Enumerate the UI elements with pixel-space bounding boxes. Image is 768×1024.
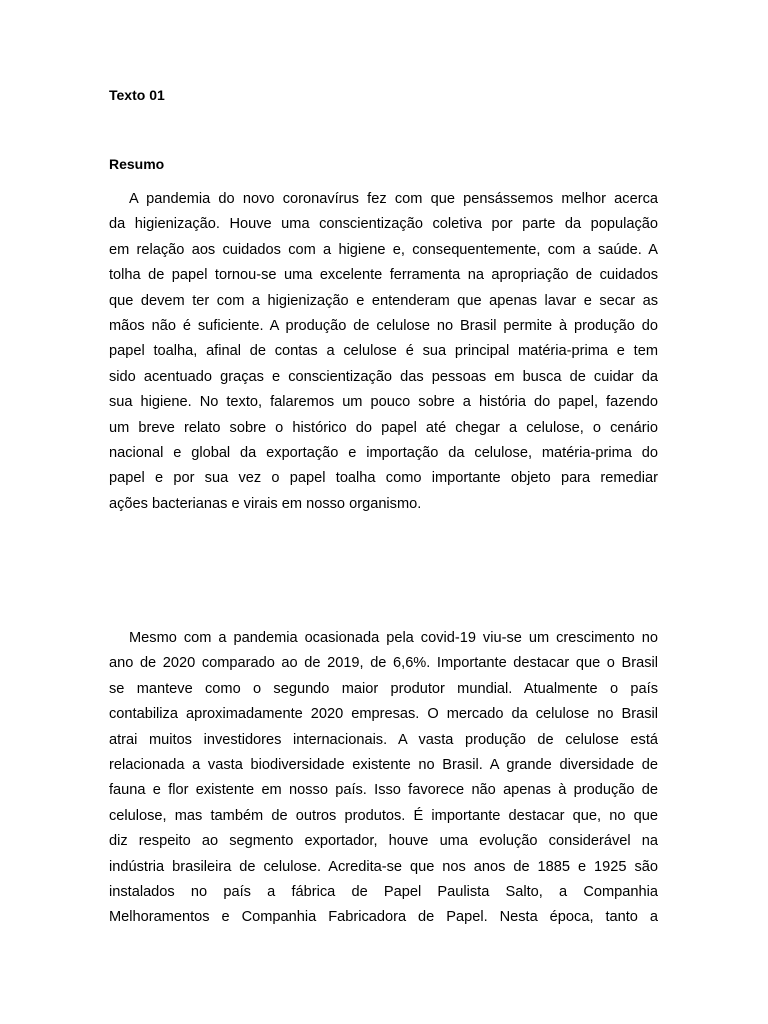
section-heading: Resumo [109,156,165,172]
text-line: se manteve como o segundo maior produtor mundial. Atualmente o país [109,680,658,697]
text-line: ações bacterianas e virais em nosso organismo. [109,495,422,512]
text-line: tolha de papel tornou-se uma excelente ferramenta na apropriação de cuidados [109,267,658,284]
text-line: em relação aos cuidados com a higiene e, consequentemente, com a saúde. A [109,241,658,258]
text-line: diz respeito ao segmento exportador, houve uma evolução considerável na [109,833,658,850]
text-line: da higienização. Houve uma conscientização coletiva por parte da população [109,216,658,233]
text-line: ano de 2020 comparado ao de 2019, de 6,6%. Importante destacar que o Brasil [109,655,658,672]
text-line: papel e por sua vez o papel toalha como importante objeto para remediar [109,470,658,487]
text-line: sua higiene. No texto, falaremos um pouco sobre a história do papel, fazendo [109,394,658,411]
text-line: sido acentuado graças e conscientização das pessoas em busca de cuidar da [109,368,658,385]
text-line: atrai muitos investidores internacionais. A vasta produção de celulose está [109,731,658,748]
text-line: papel toalha, afinal de contas a celulose é sua principal matéria-prima e tem [109,343,658,360]
text-line: Mesmo com a pandemia ocasionada pela covid-19 viu-se um crescimento no [129,630,658,646]
text-line: fauna e flor existente em nosso país. Isso favorece não apenas à produção de [109,782,658,799]
text-line: Melhoramentos e Companhia Fabricadora de Papel. Nesta época, tanto a [109,909,658,926]
text-line: contabiliza aproximadamente 2020 empresas. O mercado da celulose no Brasil [109,706,658,723]
text-line: instalados no país a fábrica de Papel Paulista Salto, a Companhia [109,884,658,901]
text-line: relacionada a vasta biodiversidade existente no Brasil. A grande diversidade de [109,757,658,774]
text-line: um breve relato sobre o histórico do papel até chegar a celulose, o cenário [109,419,658,436]
text-line: nacional e global da exportação e importação da celulose, matéria-prima do [109,445,658,462]
text-line: celulose, mas também de outros produtos. É importante destacar que, no que [109,807,658,824]
text-line: indústria brasileira de celulose. Acredita-se que nos anos de 1885 e 1925 são [109,858,658,875]
body-paragraph [109,626,658,931]
text-line: que devem ter com a higienização e entenderam que apenas lavar e secar as [109,292,658,309]
document-title: Texto 01 [109,87,165,103]
text-line: A pandemia do novo coronavírus fez com que pensássemos melhor acerca [129,191,658,207]
abstract-paragraph [109,187,658,517]
text-line: mãos não é suficiente. A produção de celulose no Brasil permite à produção do [109,318,658,335]
